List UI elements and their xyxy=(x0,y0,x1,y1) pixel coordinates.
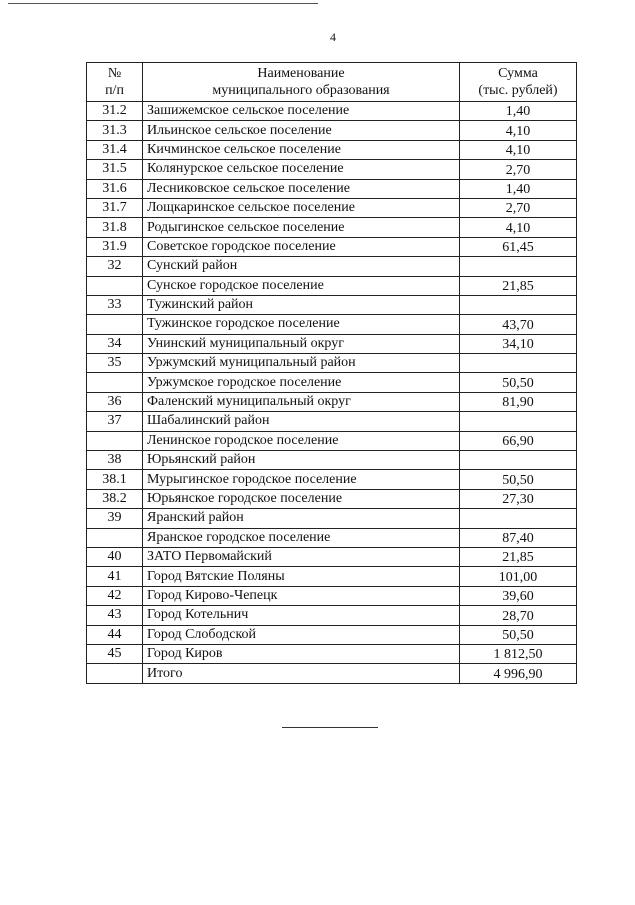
table-row xyxy=(87,140,577,159)
row-name: Юрьянское городское поселение xyxy=(143,489,460,508)
row-name: Шабалинский район xyxy=(143,412,460,431)
row-number: 31.4 xyxy=(87,140,143,159)
table-row xyxy=(87,218,577,237)
table-row xyxy=(87,528,577,547)
row-sum: 34,10 xyxy=(460,334,577,353)
row-number: 31.6 xyxy=(87,179,143,198)
total-number xyxy=(87,664,143,683)
row-sum xyxy=(460,509,577,528)
row-number: 45 xyxy=(87,644,143,663)
table-row xyxy=(87,509,577,528)
row-name: Юрьянский район xyxy=(143,451,460,470)
row-sum: 21,85 xyxy=(460,276,577,295)
row-name: Город Кирово-Чепецк xyxy=(143,586,460,605)
row-number: 36 xyxy=(87,392,143,411)
table-row xyxy=(87,121,577,140)
row-number: 38.2 xyxy=(87,489,143,508)
row-name: Яранское городское поселение xyxy=(143,528,460,547)
row-sum: 50,50 xyxy=(460,470,577,489)
row-name: Советское городское поселение xyxy=(143,237,460,256)
row-name: Город Слободской xyxy=(143,625,460,644)
table-row xyxy=(87,179,577,198)
table-row xyxy=(87,431,577,450)
row-name: Город Котельнич xyxy=(143,606,460,625)
table-row xyxy=(87,198,577,217)
row-name: Яранский район xyxy=(143,509,460,528)
row-name: Мурыгинское городское поселение xyxy=(143,470,460,489)
row-number: 38.1 xyxy=(87,470,143,489)
row-name: Тужинское городское поселение xyxy=(143,315,460,334)
header-sum-line1: Сумма xyxy=(498,66,538,81)
row-name: Унинский муниципальный округ xyxy=(143,334,460,353)
row-name: Лесниковское сельское поселение xyxy=(143,179,460,198)
table-row xyxy=(87,470,577,489)
header-name-line2: муниципального образования xyxy=(212,83,390,98)
row-name: Зашижемское сельское поселение xyxy=(143,102,460,121)
table-row xyxy=(87,102,577,121)
page-number: 4 xyxy=(330,30,336,44)
row-sum: 27,30 xyxy=(460,489,577,508)
table-header-row xyxy=(87,63,577,102)
row-sum: 28,70 xyxy=(460,606,577,625)
row-sum: 2,70 xyxy=(460,160,577,179)
table-row xyxy=(87,276,577,295)
row-name: Лощкаринское сельское поселение xyxy=(143,198,460,217)
table-row xyxy=(87,644,577,663)
row-sum: 101,00 xyxy=(460,567,577,586)
table-row xyxy=(87,586,577,605)
table-row xyxy=(87,354,577,373)
row-sum: 4,10 xyxy=(460,140,577,159)
row-sum xyxy=(460,295,577,314)
total-sum: 4 996,90 xyxy=(460,664,577,683)
header-name-line1: Наименование xyxy=(257,66,345,81)
row-number: 40 xyxy=(87,547,143,566)
row-name: Тужинский район xyxy=(143,295,460,314)
row-number: 32 xyxy=(87,257,143,276)
row-number: 35 xyxy=(87,354,143,373)
row-sum: 50,50 xyxy=(460,373,577,392)
row-sum: 43,70 xyxy=(460,315,577,334)
row-sum: 81,90 xyxy=(460,392,577,411)
table-row xyxy=(87,295,577,314)
table-row xyxy=(87,547,577,566)
row-sum xyxy=(460,354,577,373)
row-sum: 39,60 xyxy=(460,586,577,605)
row-name: Уржумское городское поселение xyxy=(143,373,460,392)
table-row xyxy=(87,160,577,179)
row-name: Кичминское сельское поселение xyxy=(143,140,460,159)
table-row xyxy=(87,392,577,411)
row-name: Ильинское сельское поселение xyxy=(143,121,460,140)
top-rule xyxy=(8,3,318,4)
table-row xyxy=(87,567,577,586)
row-name: Город Киров xyxy=(143,644,460,663)
row-number: 31.2 xyxy=(87,102,143,121)
header-name xyxy=(143,63,460,102)
row-sum: 61,45 xyxy=(460,237,577,256)
row-name: Ленинское городское поселение xyxy=(143,431,460,450)
row-sum xyxy=(460,451,577,470)
row-sum: 87,40 xyxy=(460,528,577,547)
row-name: Родыгинское сельское поселение xyxy=(143,218,460,237)
row-name: ЗАТО Первомайский xyxy=(143,547,460,566)
row-sum: 4,10 xyxy=(460,121,577,140)
row-number: 33 xyxy=(87,295,143,314)
funds-table xyxy=(86,62,577,684)
table-row xyxy=(87,257,577,276)
total-row xyxy=(87,664,577,683)
row-name: Город Вятские Поляны xyxy=(143,567,460,586)
table-row xyxy=(87,315,577,334)
row-number xyxy=(87,528,143,547)
row-sum: 66,90 xyxy=(460,431,577,450)
header-sum-line2: (тыс. рублей) xyxy=(478,83,558,98)
row-number: 34 xyxy=(87,334,143,353)
row-sum: 50,50 xyxy=(460,625,577,644)
row-name: Сунское городское поселение xyxy=(143,276,460,295)
row-name: Колянурское сельское поселение xyxy=(143,160,460,179)
header-number-line2: п/п xyxy=(105,83,124,98)
row-sum: 1 812,50 xyxy=(460,644,577,663)
row-name: Сунский район xyxy=(143,257,460,276)
header-number xyxy=(87,63,143,102)
header-sum xyxy=(460,63,577,102)
row-number xyxy=(87,315,143,334)
row-number: 37 xyxy=(87,412,143,431)
table-row xyxy=(87,606,577,625)
row-number: 42 xyxy=(87,586,143,605)
table-row xyxy=(87,373,577,392)
row-sum: 1,40 xyxy=(460,179,577,198)
row-number: 44 xyxy=(87,625,143,644)
table-row xyxy=(87,625,577,644)
row-sum xyxy=(460,412,577,431)
row-number xyxy=(87,373,143,392)
bottom-rule xyxy=(282,727,378,728)
row-number xyxy=(87,431,143,450)
row-number: 43 xyxy=(87,606,143,625)
row-number: 31.5 xyxy=(87,160,143,179)
row-number: 41 xyxy=(87,567,143,586)
row-number xyxy=(87,276,143,295)
row-name: Фаленский муниципальный округ xyxy=(143,392,460,411)
table-row xyxy=(87,237,577,256)
row-number: 31.7 xyxy=(87,198,143,217)
row-number: 31.9 xyxy=(87,237,143,256)
table-row xyxy=(87,451,577,470)
row-number: 39 xyxy=(87,509,143,528)
table-row xyxy=(87,412,577,431)
table-row xyxy=(87,334,577,353)
row-number: 38 xyxy=(87,451,143,470)
row-sum: 2,70 xyxy=(460,198,577,217)
table-row xyxy=(87,489,577,508)
row-name: Уржумский муниципальный район xyxy=(143,354,460,373)
row-sum: 21,85 xyxy=(460,547,577,566)
row-sum xyxy=(460,257,577,276)
table-body xyxy=(87,102,577,684)
total-label: Итого xyxy=(143,664,460,683)
row-number: 31.8 xyxy=(87,218,143,237)
row-number: 31.3 xyxy=(87,121,143,140)
row-sum: 4,10 xyxy=(460,218,577,237)
header-number-line1: № xyxy=(107,66,122,81)
row-sum: 1,40 xyxy=(460,102,577,121)
